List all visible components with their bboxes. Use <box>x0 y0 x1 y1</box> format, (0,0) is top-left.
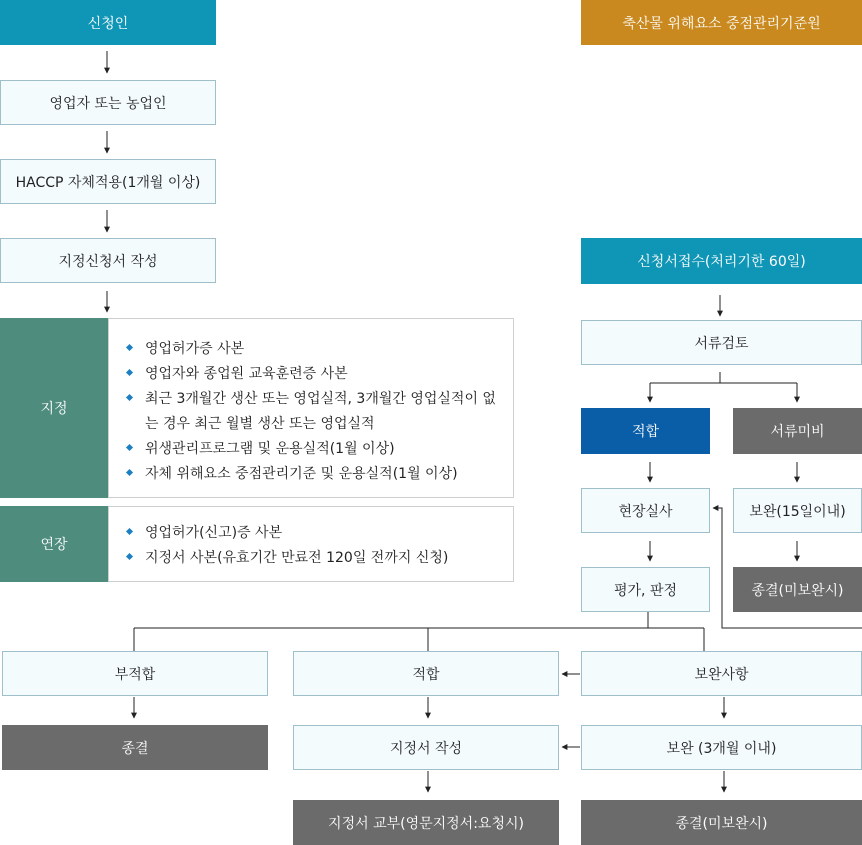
evaluation-judgment: 평가, 판정 <box>581 567 710 612</box>
step-write-application: 지정신청서 작성 <box>0 238 216 283</box>
step-business-or-farmer: 영업자 또는 농업인 <box>0 80 216 125</box>
bullet-icon <box>126 394 133 401</box>
site-inspection: 현장실사 <box>581 488 710 533</box>
bullet-icon <box>126 369 133 376</box>
documents-missing: 서류미비 <box>733 408 862 454</box>
designation-label: 지정 <box>0 318 108 498</box>
bullet-icon <box>126 344 133 351</box>
application-receipt: 신청서접수(처리기한 60일) <box>581 238 862 284</box>
terminate-if-not-supplemented-final: 종결(미보완시) <box>581 800 862 845</box>
extension-requirements-panel <box>108 506 514 582</box>
unsuitable-result: 부적합 <box>2 651 268 696</box>
write-certificate: 지정서 작성 <box>293 725 559 770</box>
supplement-15-days: 보완(15일이내) <box>733 488 862 533</box>
requirement-item: 영업자와 종업원 교육훈련증 사본 <box>123 362 503 387</box>
step-haccp-self-apply: HACCP 자체적용(1개월 이상) <box>0 159 216 204</box>
document-review: 서류검토 <box>581 320 862 365</box>
supplement-items: 보완사항 <box>581 651 862 696</box>
applicant-header: 신청인 <box>0 0 216 45</box>
requirement-item: 영업허가증 사본 <box>123 337 503 362</box>
bullet-icon <box>126 528 133 535</box>
extension-label: 연장 <box>0 506 108 582</box>
terminate-if-not-supplemented: 종결(미보완시) <box>733 567 862 612</box>
suitable-result: 적합 <box>293 651 559 696</box>
supplement-3-months: 보완 (3개월 이내) <box>581 725 862 770</box>
bullet-icon <box>126 444 133 451</box>
agency-header: 축산물 위해요소 중점관리기준원 <box>581 0 862 45</box>
designation-requirements-panel <box>108 318 514 498</box>
issue-certificate: 지정서 교부(영문지정서:요청시) <box>293 800 559 845</box>
requirement-item: 자체 위해요소 중점관리기준 및 운용실적(1월 이상) <box>123 462 503 487</box>
bullet-icon <box>126 553 133 560</box>
bullet-icon <box>126 469 133 476</box>
requirement-item: 위생관리프로그램 및 운용실적(1월 이상) <box>123 437 503 462</box>
terminate: 종결 <box>2 725 268 770</box>
requirement-item: 지정서 사본(유효기간 만료전 120일 전까지 신청) <box>123 546 503 571</box>
requirement-item: 최근 3개월간 생산 또는 영업실적, 3개월간 영업실적이 없는 경우 최근 월별 생산 또는 영업실적 <box>123 387 503 437</box>
requirement-item: 영업허가(신고)증 사본 <box>123 521 503 546</box>
suitable-review-result: 적합 <box>581 408 710 454</box>
